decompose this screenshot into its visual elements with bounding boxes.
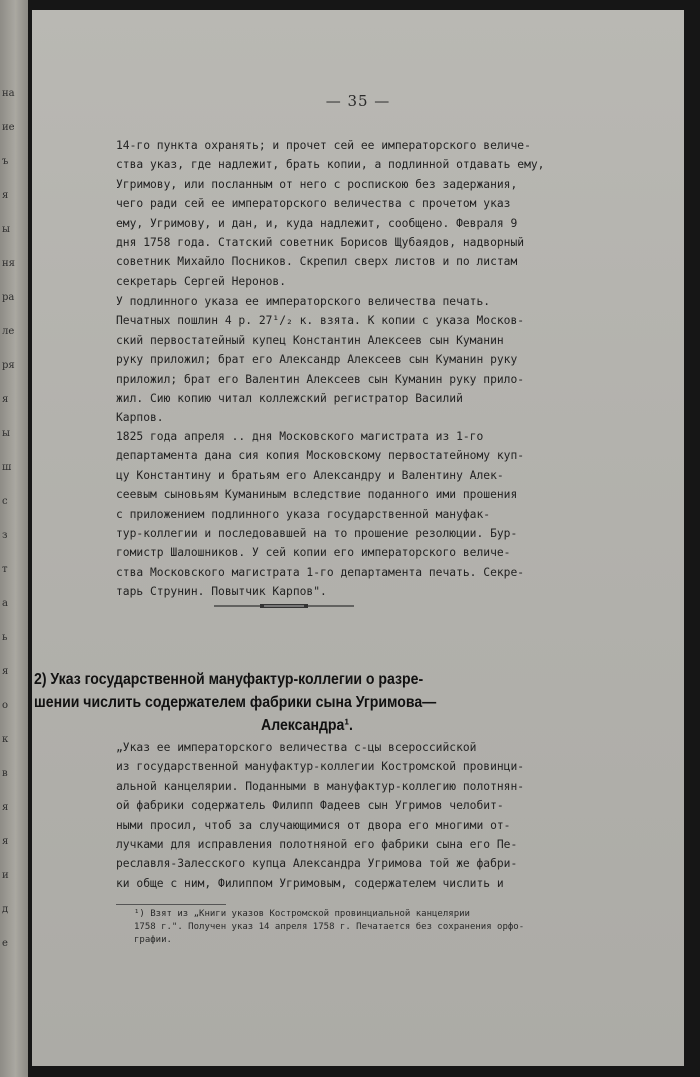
text-line: департамента дана сия копия Московскому первостатейному куп- [116,449,525,463]
text-line: графии. [134,935,172,945]
text-line: У подлинного указа ее императорского величества печать. [116,295,491,308]
adjacent-page-fragment: о [2,700,9,711]
text-line: ки обще с ним, Филиппом Угримовым, содержателем числить и [116,876,504,890]
text-line: с приложением подлинного указа государственной мануфак- [116,507,491,521]
adjacent-page-fragment: ра [2,292,15,303]
paragraph-3 [116,427,582,602]
heading-line: Александра¹. [261,717,353,734]
adjacent-page-fragment: ь [2,632,8,643]
text-line: руку приложил; брат его Александр Алексеев сын Куманин руку [116,353,518,367]
adjacent-page-fragment: д [2,904,9,915]
adjacent-page-fragment: ы [2,224,10,235]
text-line: из государственной мануфактур-коллегии Костромской провинци- [116,760,525,774]
text-line: советник Михайло Посников. Скрепил сверх листов и по листам [116,255,518,269]
adjacent-page-fragment: ш [2,462,12,473]
text-line: жил. Сию копию читал коллежский регистратор Василий [116,392,463,406]
text-line: 1825 года апреля .. дня Московского магистрата из 1-го [116,430,484,443]
text-line: гомистр Шалошников. У сей копии его императорского величе- [116,546,511,560]
adjacent-page-fragment: я [2,394,9,405]
adjacent-page-fragment: я [2,190,9,201]
adjacent-page-fragment: ъ [2,156,9,167]
text-line: ства указ, где надлежит, брать копии, а подлинной отдавать ему, [116,158,545,172]
text-line: тур-коллегии и последовавшей на то прошение резолюции. Бур- [116,527,518,541]
text-line: сеевым сыновьям Куманиным вследствие поданного ими прошения [116,488,518,502]
text-line: цу Константину и братьям его Александру и Валентину Алек- [116,468,504,482]
adjacent-page-fragment: и [2,870,9,881]
adjacent-page-fragment: на [2,88,15,99]
adjacent-page-fragment: к [2,734,9,745]
ornamental-divider [214,602,354,610]
adjacent-page-fragment: я [2,802,9,813]
text-line: лучками для исправления полотняной его фабрики сына его Пе- [116,838,518,852]
adjacent-page-fragment: ня [2,258,15,269]
adjacent-page-edge [0,0,28,1077]
adjacent-page-fragment: я [2,666,9,677]
paragraph-2 [116,292,582,428]
text-line: приложил; брат его Валентин Алексеев сын Куманин руку прило- [116,372,525,386]
adjacent-page-fragment: е [2,938,8,949]
page-number: — 35 — [325,92,391,110]
text-line: ¹) Взят из „Книги указов Костромской провинциальной канцелярии [134,909,470,919]
text-line: Угримову, или посланным от него с роспискою без задержания, [116,177,518,191]
adjacent-page-fragment: т [2,564,8,575]
adjacent-page-fragment: ы [2,428,10,439]
text-line: ский первостатейный купец Константин Алексеев сын Куманин [116,333,504,347]
text-line: ными просил, чтоб за случающимися от двора его многими от- [116,818,511,832]
adjacent-page-fragment: а [2,598,8,609]
text-line: секретарь Сергей Неронов. [116,274,287,288]
text-line: ства Московского магистрата 1-го департамента печать. Секре- [116,565,525,579]
heading-line: шении числить содержателем фабрики сына Угримова— [34,694,437,711]
adjacent-page-fragment: з [2,530,8,541]
adjacent-page-fragment: ря [2,360,15,371]
text-line: 1758 г.". Получен указ 14 апреля 1758 г. Печатается без сохранения орфо- [134,922,525,932]
adjacent-page-fragment: ле [2,326,15,337]
text-line: ой фабрики содержатель Филипп Фадеев сын Угримов челобит- [116,799,504,813]
text-line: альной канцелярии. Поданными в мануфактур-коллегию полотнян- [116,779,525,793]
adjacent-page-fragment: я [2,836,9,847]
text-line: тарь Струнин. Повытчик Карпов". [116,585,327,599]
adjacent-page-fragment: ие [2,122,15,133]
text-line: Печатных пошлин 4 р. 27¹/₂ к. взята. К копии с указа Москов- [116,314,525,328]
text-line: „Указ ее императорского величества с-цы всероссийской [116,741,477,754]
paragraph-1 [116,136,582,291]
footnote-rule [116,904,226,905]
adjacent-page-fragment: в [2,768,8,779]
book-page [32,10,684,1066]
adjacent-page-fragment: с [2,496,8,507]
footnote [134,908,574,947]
text-line: чего ради сей ее императорского величества с прочетом указ [116,197,511,211]
text-line: ему, Угримову, и дан, и, куда надлежит, сообщено. Февраля 9 [116,216,518,230]
text-line: реславля-Залесского купца Александра Угримова той же фабри- [116,857,518,871]
heading-line: 2) Указ государственной мануфактур-коллегии о разре- [34,671,424,688]
text-line: дня 1758 года. Статский советник Борисов Щубаядов, надворный [116,236,525,250]
section-heading [34,668,527,737]
paragraph-4 [116,738,582,893]
text-line: Карпов. [116,411,164,425]
text-line: 14-го пункта охранять; и прочет сей ее императорского величе- [116,139,531,152]
